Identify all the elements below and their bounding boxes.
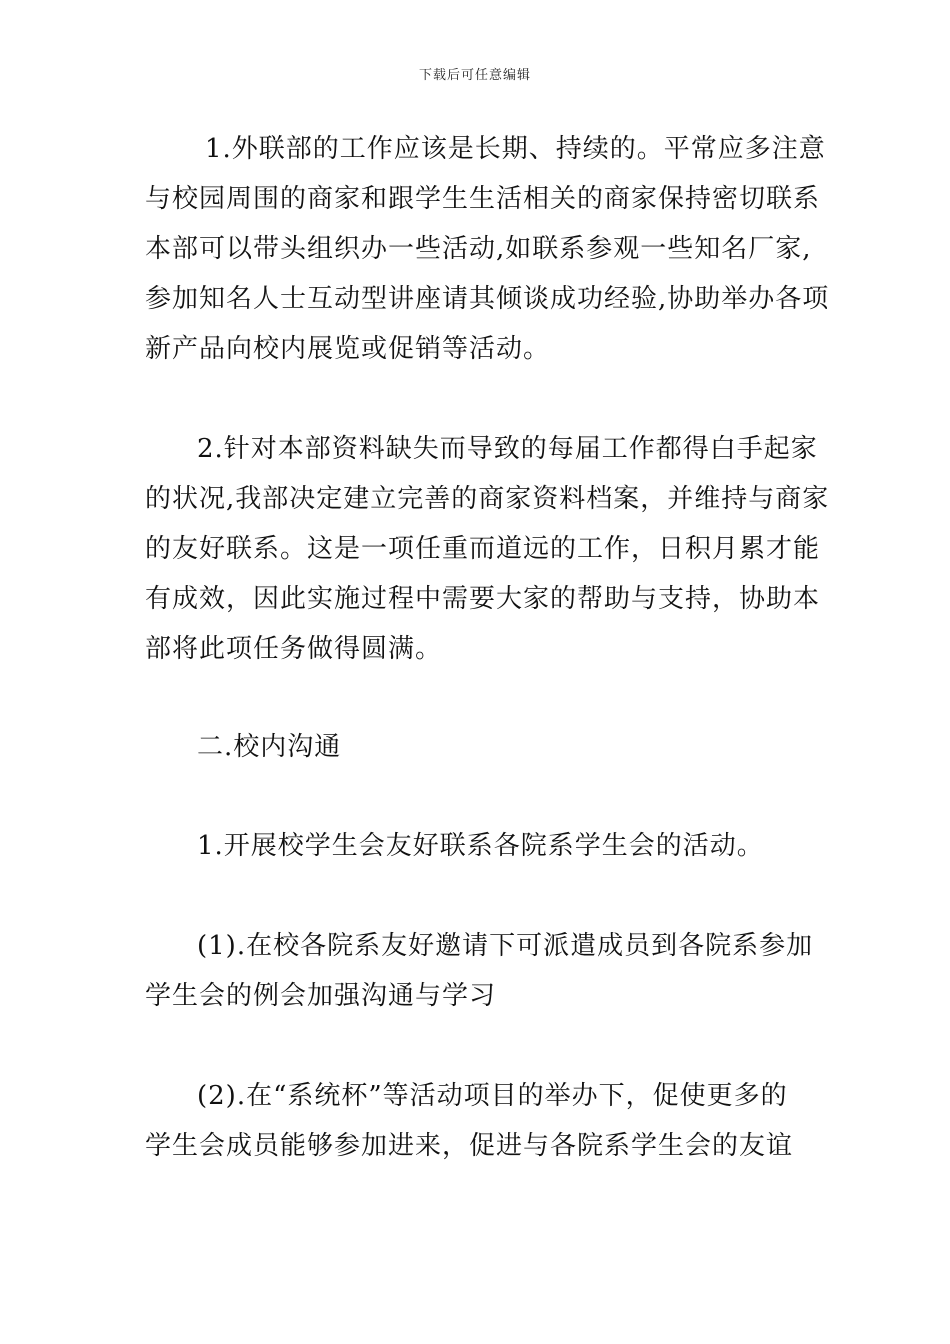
paragraph-line: 有成效，因此实施过程中需要大家的帮助与支持，协助本: [145, 584, 821, 614]
paragraph-line: (1).在校各院系友好邀请下可派遣成员到各院系参加: [197, 931, 814, 961]
paragraph-line: 2.针对本部资料缺失而导致的每届工作都得白手起家: [197, 434, 818, 464]
paragraph-campus-item-1: [145, 821, 810, 871]
paragraph-line: 部将此项任务做得圆满。: [145, 634, 443, 664]
section-heading-campus-communication: [145, 722, 810, 772]
paragraph-line: 与校园周围的商家和跟学生生活相关的商家保持密切联系: [145, 184, 821, 214]
paragraph-line: 新产品向校内展览或促销等活动。: [145, 334, 551, 364]
paragraph-line: 1.外联部的工作应该是长期、持续的。平常应多注意: [205, 134, 826, 164]
paragraph-external-relations-1: [145, 124, 830, 374]
section-heading: 二.校内沟通: [197, 732, 342, 762]
paragraph-line: 参加知名人士互动型讲座请其倾谈成功经验,协助举办各项: [145, 284, 830, 314]
paragraph-campus-subitem-2: [145, 1071, 810, 1171]
page-header-note: 下载后可任意编辑: [418, 68, 531, 83]
paragraph-external-relations-2: [145, 424, 830, 674]
paragraph-line: (2).在“系统杯”等活动项目的举办下，促使更多的: [197, 1081, 788, 1111]
paragraph-line: 的友好联系。这是一项任重而道远的工作，日积月累才能: [145, 534, 821, 564]
paragraph-campus-subitem-1: [145, 921, 814, 1021]
paragraph-line: 学生会成员能够参加进来，促进与各院系学生会的友谊: [145, 1131, 794, 1161]
paragraph-line: 的状况,我部决定建立完善的商家资料档案，并维持与商家: [145, 484, 830, 514]
paragraph-line: 学生会的例会加强沟通与学习: [145, 981, 497, 1011]
paragraph-line: 1.开展校学生会友好联系各院系学生会的活动。: [197, 831, 764, 861]
paragraph-line: 本部可以带头组织办一些活动,如联系参观一些知名厂家,: [145, 234, 812, 264]
